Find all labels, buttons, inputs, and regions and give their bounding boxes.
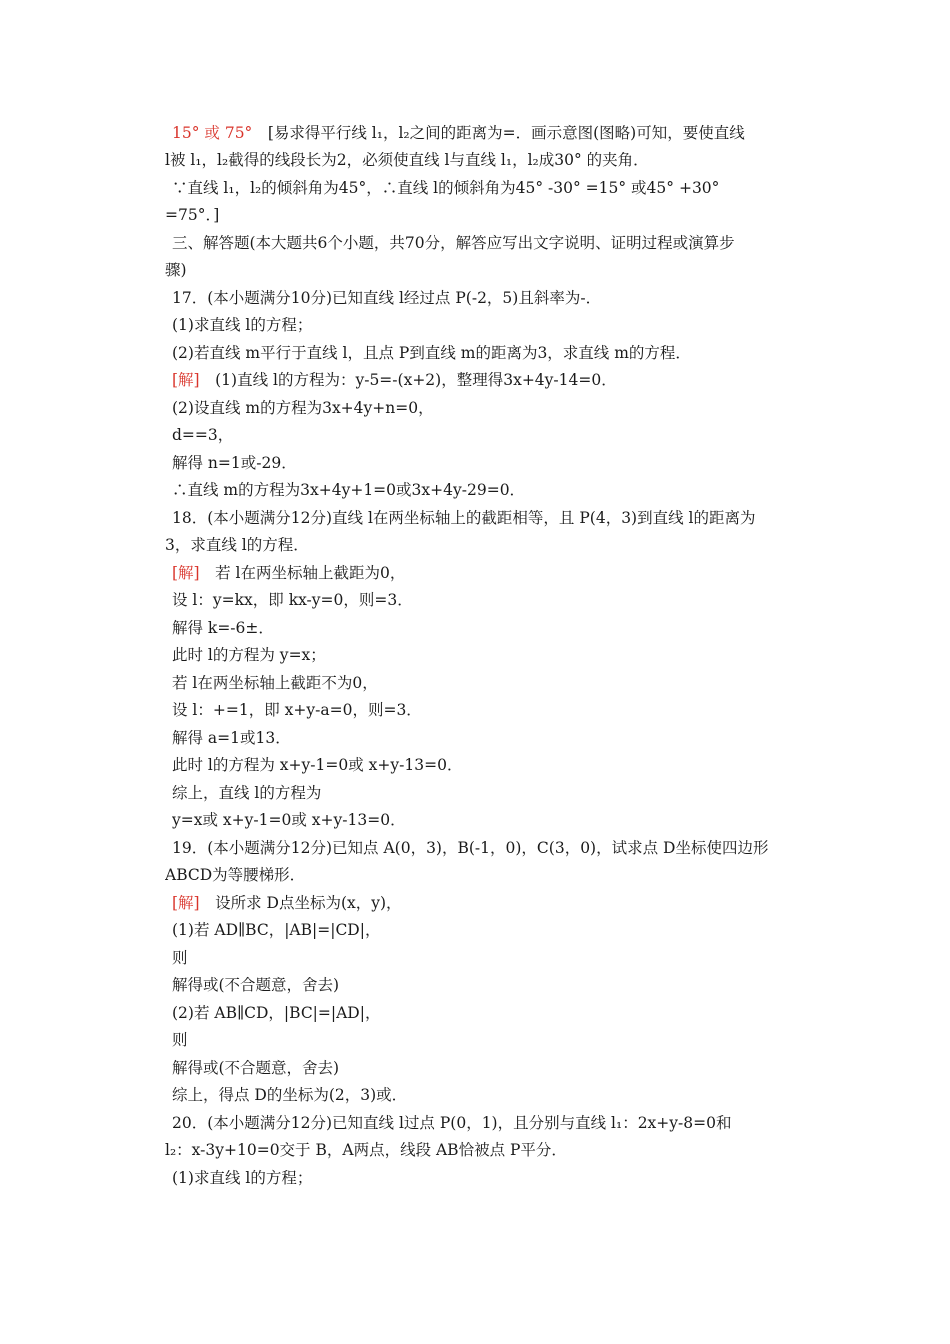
line-1 — [172, 119, 832, 147]
line-3: ∵直线 l₁，l₂的倾斜角为45°，∴直线 l的倾斜角为45° -30° =15° 或45° +30° — [172, 179, 720, 197]
line-36: 综上，得点 D的坐标为(2，3)或． — [172, 1086, 408, 1104]
text-run: 若 l在两坐标轴上截距为0， — [199, 564, 406, 582]
line-35: 解得或(不合题意，舍去) — [172, 1059, 340, 1077]
line-26: y=x或 x+y-1=0或 x+y-13=0． — [172, 811, 406, 829]
line-31: 则 — [172, 949, 188, 967]
solution-marker: [解] — [172, 894, 200, 912]
line-11: (2)设直线 m的方程为3x+4y+n=0， — [172, 399, 434, 417]
line-10 — [172, 366, 832, 394]
line-22: 设 l：+=1，即 x+y-a=0，则=3． — [172, 701, 422, 719]
line-27: 19．(本小题满分12分)已知点 A(0，3)，B(-1，0)，C(3，0)，试求点 D坐标使四边形 — [172, 839, 769, 857]
line-32: 解得或(不合题意，舍去) — [172, 976, 340, 994]
line-17 — [172, 559, 832, 587]
line-4: =75°．] — [165, 206, 220, 224]
line-25: 综上，直线 l的方程为 — [172, 784, 322, 802]
line-15: 18．(本小题满分12分)直线 l在两坐标轴上的截距相等，且 P(4，3)到直线 l的距离为 — [172, 509, 756, 527]
line-29 — [172, 889, 832, 917]
line-8: (1)求直线 l的方程； — [172, 316, 313, 334]
text-run: (1)直线 l的方程为：y-5=-(x+2)，整理得3x+4y-14=0． — [199, 371, 617, 389]
text-run: [易求得平行线 l₁，l₂之间的距离为=．画示意图(图略)可知，要使直线 — [252, 124, 745, 142]
line-2: l被 l₁，l₂截得的线段长为2，必须使直线 l与直线 l₁，l₂成30° 的夹角． — [165, 151, 649, 169]
line-16: 3，求直线 l的方程． — [165, 536, 309, 554]
solution-marker: [解] — [172, 371, 200, 389]
line-30: (1)若 AD∥BC，|AB|=|CD|， — [172, 921, 381, 939]
line-33: (2)若 AB∥CD，|BC|=|AD|， — [172, 1004, 381, 1022]
line-21: 若 l在两坐标轴上截距不为0， — [172, 674, 378, 692]
text-run: 设所求 D点坐标为(x，y)， — [199, 894, 402, 912]
answer-highlight: 15° 或 75° — [172, 124, 253, 142]
solution-marker: [解] — [172, 564, 200, 582]
line-24: 此时 l的方程为 x+y-1=0或 x+y-13=0． — [172, 756, 463, 774]
line-19: 解得 k=-6±． — [172, 619, 274, 637]
line-18: 设 l：y=kx，即 kx-y=0，则=3． — [172, 591, 413, 609]
line-20: 此时 l的方程为 y=x； — [172, 646, 326, 664]
line-7: 17．(本小题满分10分)已知直线 l经过点 P(-2，5)且斜率为-． — [172, 289, 602, 307]
line-34: 则 — [172, 1031, 188, 1049]
line-9: (2)若直线 m平行于直线 l，且点 P到直线 m的距离为3，求直线 m的方程． — [172, 344, 691, 362]
line-5: 三、解答题(本大题共6个小题，共70分，解答应写出文字说明、证明过程或演算步 — [172, 234, 735, 252]
line-13: 解得 n=1或-29． — [172, 454, 297, 472]
line-37: 20．(本小题满分12分)已知直线 l过点 P(0，1)，且分别与直线 l₁：2x+y-8=0和 — [172, 1114, 732, 1132]
line-6: 骤) — [165, 261, 187, 279]
line-39: (1)求直线 l的方程； — [172, 1169, 313, 1187]
line-23: 解得 a=1或13． — [172, 729, 291, 747]
line-28: ABCD为等腰梯形． — [165, 866, 306, 884]
line-14: ∴直线 m的方程为3x+4y+1=0或3x+4y-29=0． — [172, 481, 526, 499]
line-12: d==3， — [172, 426, 234, 444]
line-38: l₂：x-3y+10=0交于 B，A两点，线段 AB恰被点 P平分． — [165, 1141, 567, 1159]
